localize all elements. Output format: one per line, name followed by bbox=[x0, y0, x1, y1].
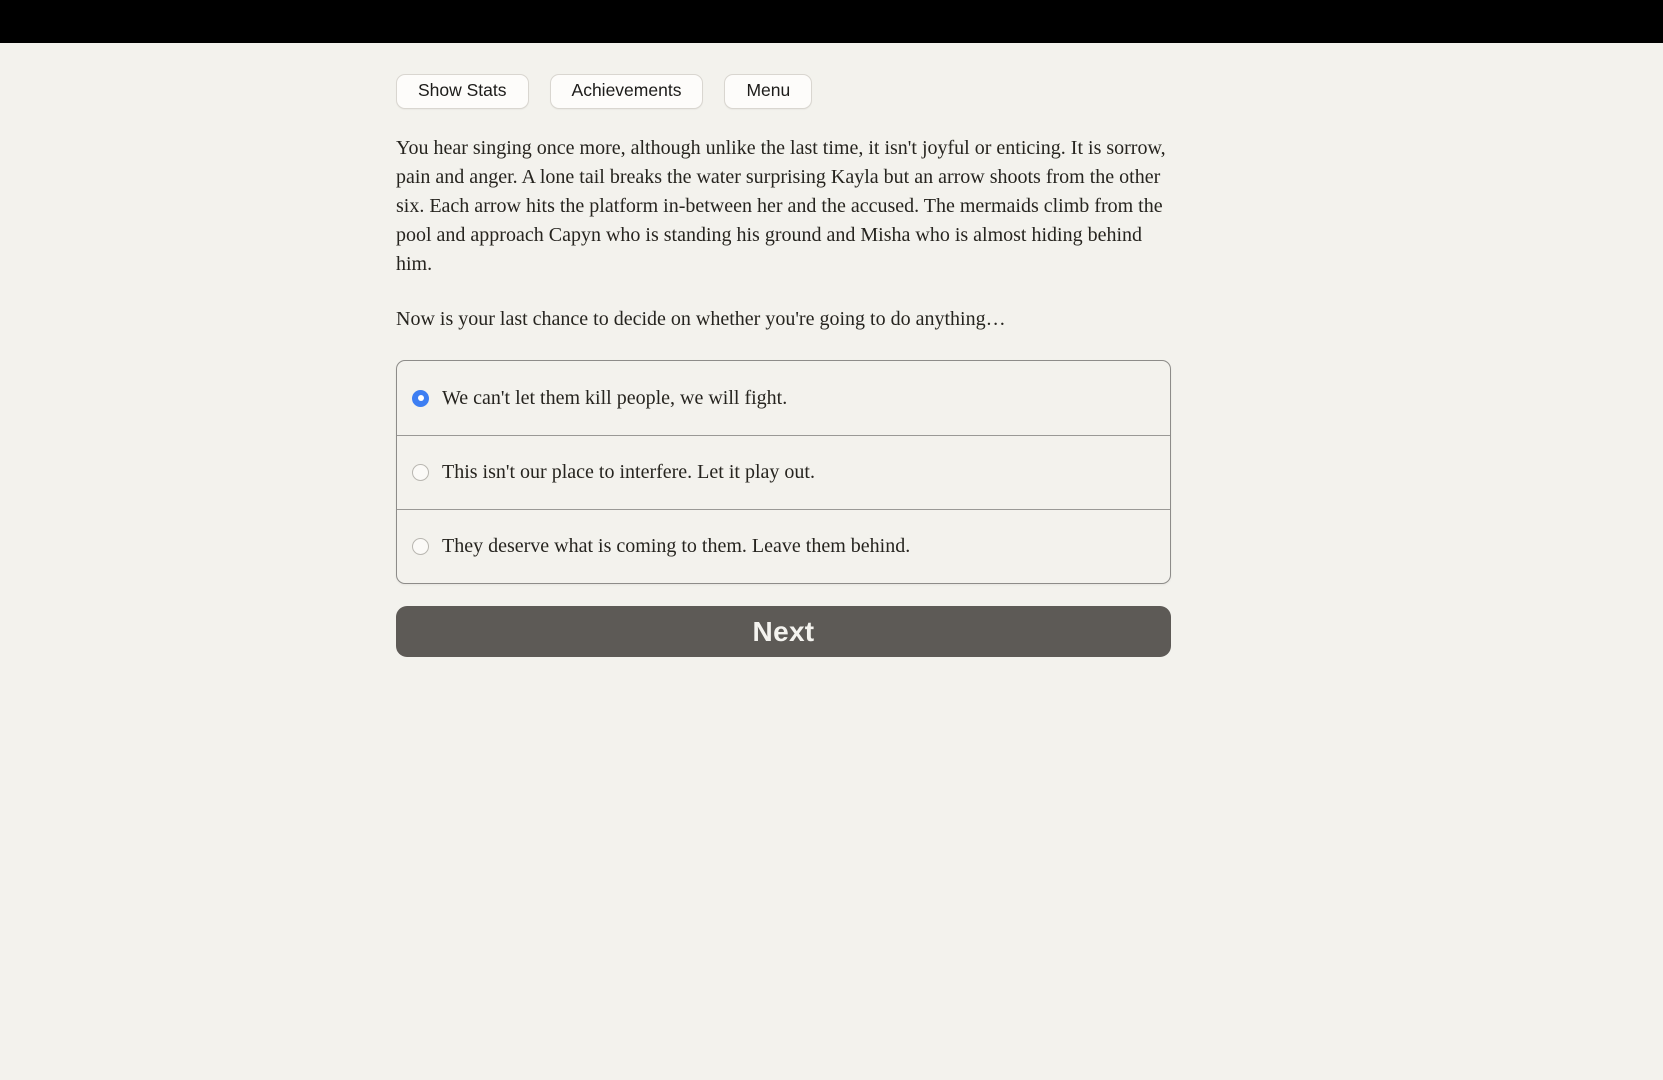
game-content-column bbox=[396, 43, 1171, 657]
menu-button[interactable]: Menu bbox=[724, 74, 812, 109]
radio-button[interactable] bbox=[412, 538, 429, 555]
top-black-bar bbox=[0, 0, 1663, 43]
choice-option-leave-them[interactable] bbox=[397, 509, 1170, 583]
game-toolbar bbox=[396, 74, 1171, 109]
radio-button-selected[interactable] bbox=[412, 390, 429, 407]
achievements-button[interactable]: Achievements bbox=[550, 74, 704, 109]
choice-label: We can't let them kill people, we will fight. bbox=[442, 386, 788, 409]
choice-option-let-it-play-out[interactable] bbox=[397, 435, 1170, 509]
choice-list bbox=[396, 360, 1171, 584]
choice-label: This isn't our place to interfere. Let it play out. bbox=[442, 461, 815, 483]
story-text bbox=[396, 134, 1171, 334]
next-button[interactable]: Next bbox=[396, 606, 1171, 657]
story-paragraph: You hear singing once more, although unlike the last time, it isn't joyful or enticing. It is sorrow, pain and anger. A lone tail breaks the water surprising Kayla but an arrow shoots from the other six. Each arrow hits the platform in-between her and the accused. The mermaids climb from the pool and approach Capyn who is standing his ground and Misha who is almost hiding behind him. bbox=[396, 137, 1166, 275]
radio-button[interactable] bbox=[412, 464, 429, 481]
show-stats-button[interactable]: Show Stats bbox=[396, 74, 529, 109]
story-prompt: Now is your last chance to decide on whether you're going to do anything… bbox=[396, 308, 1006, 330]
choice-option-fight[interactable] bbox=[397, 361, 1170, 435]
choice-label: They deserve what is coming to them. Leave them behind. bbox=[442, 535, 911, 557]
